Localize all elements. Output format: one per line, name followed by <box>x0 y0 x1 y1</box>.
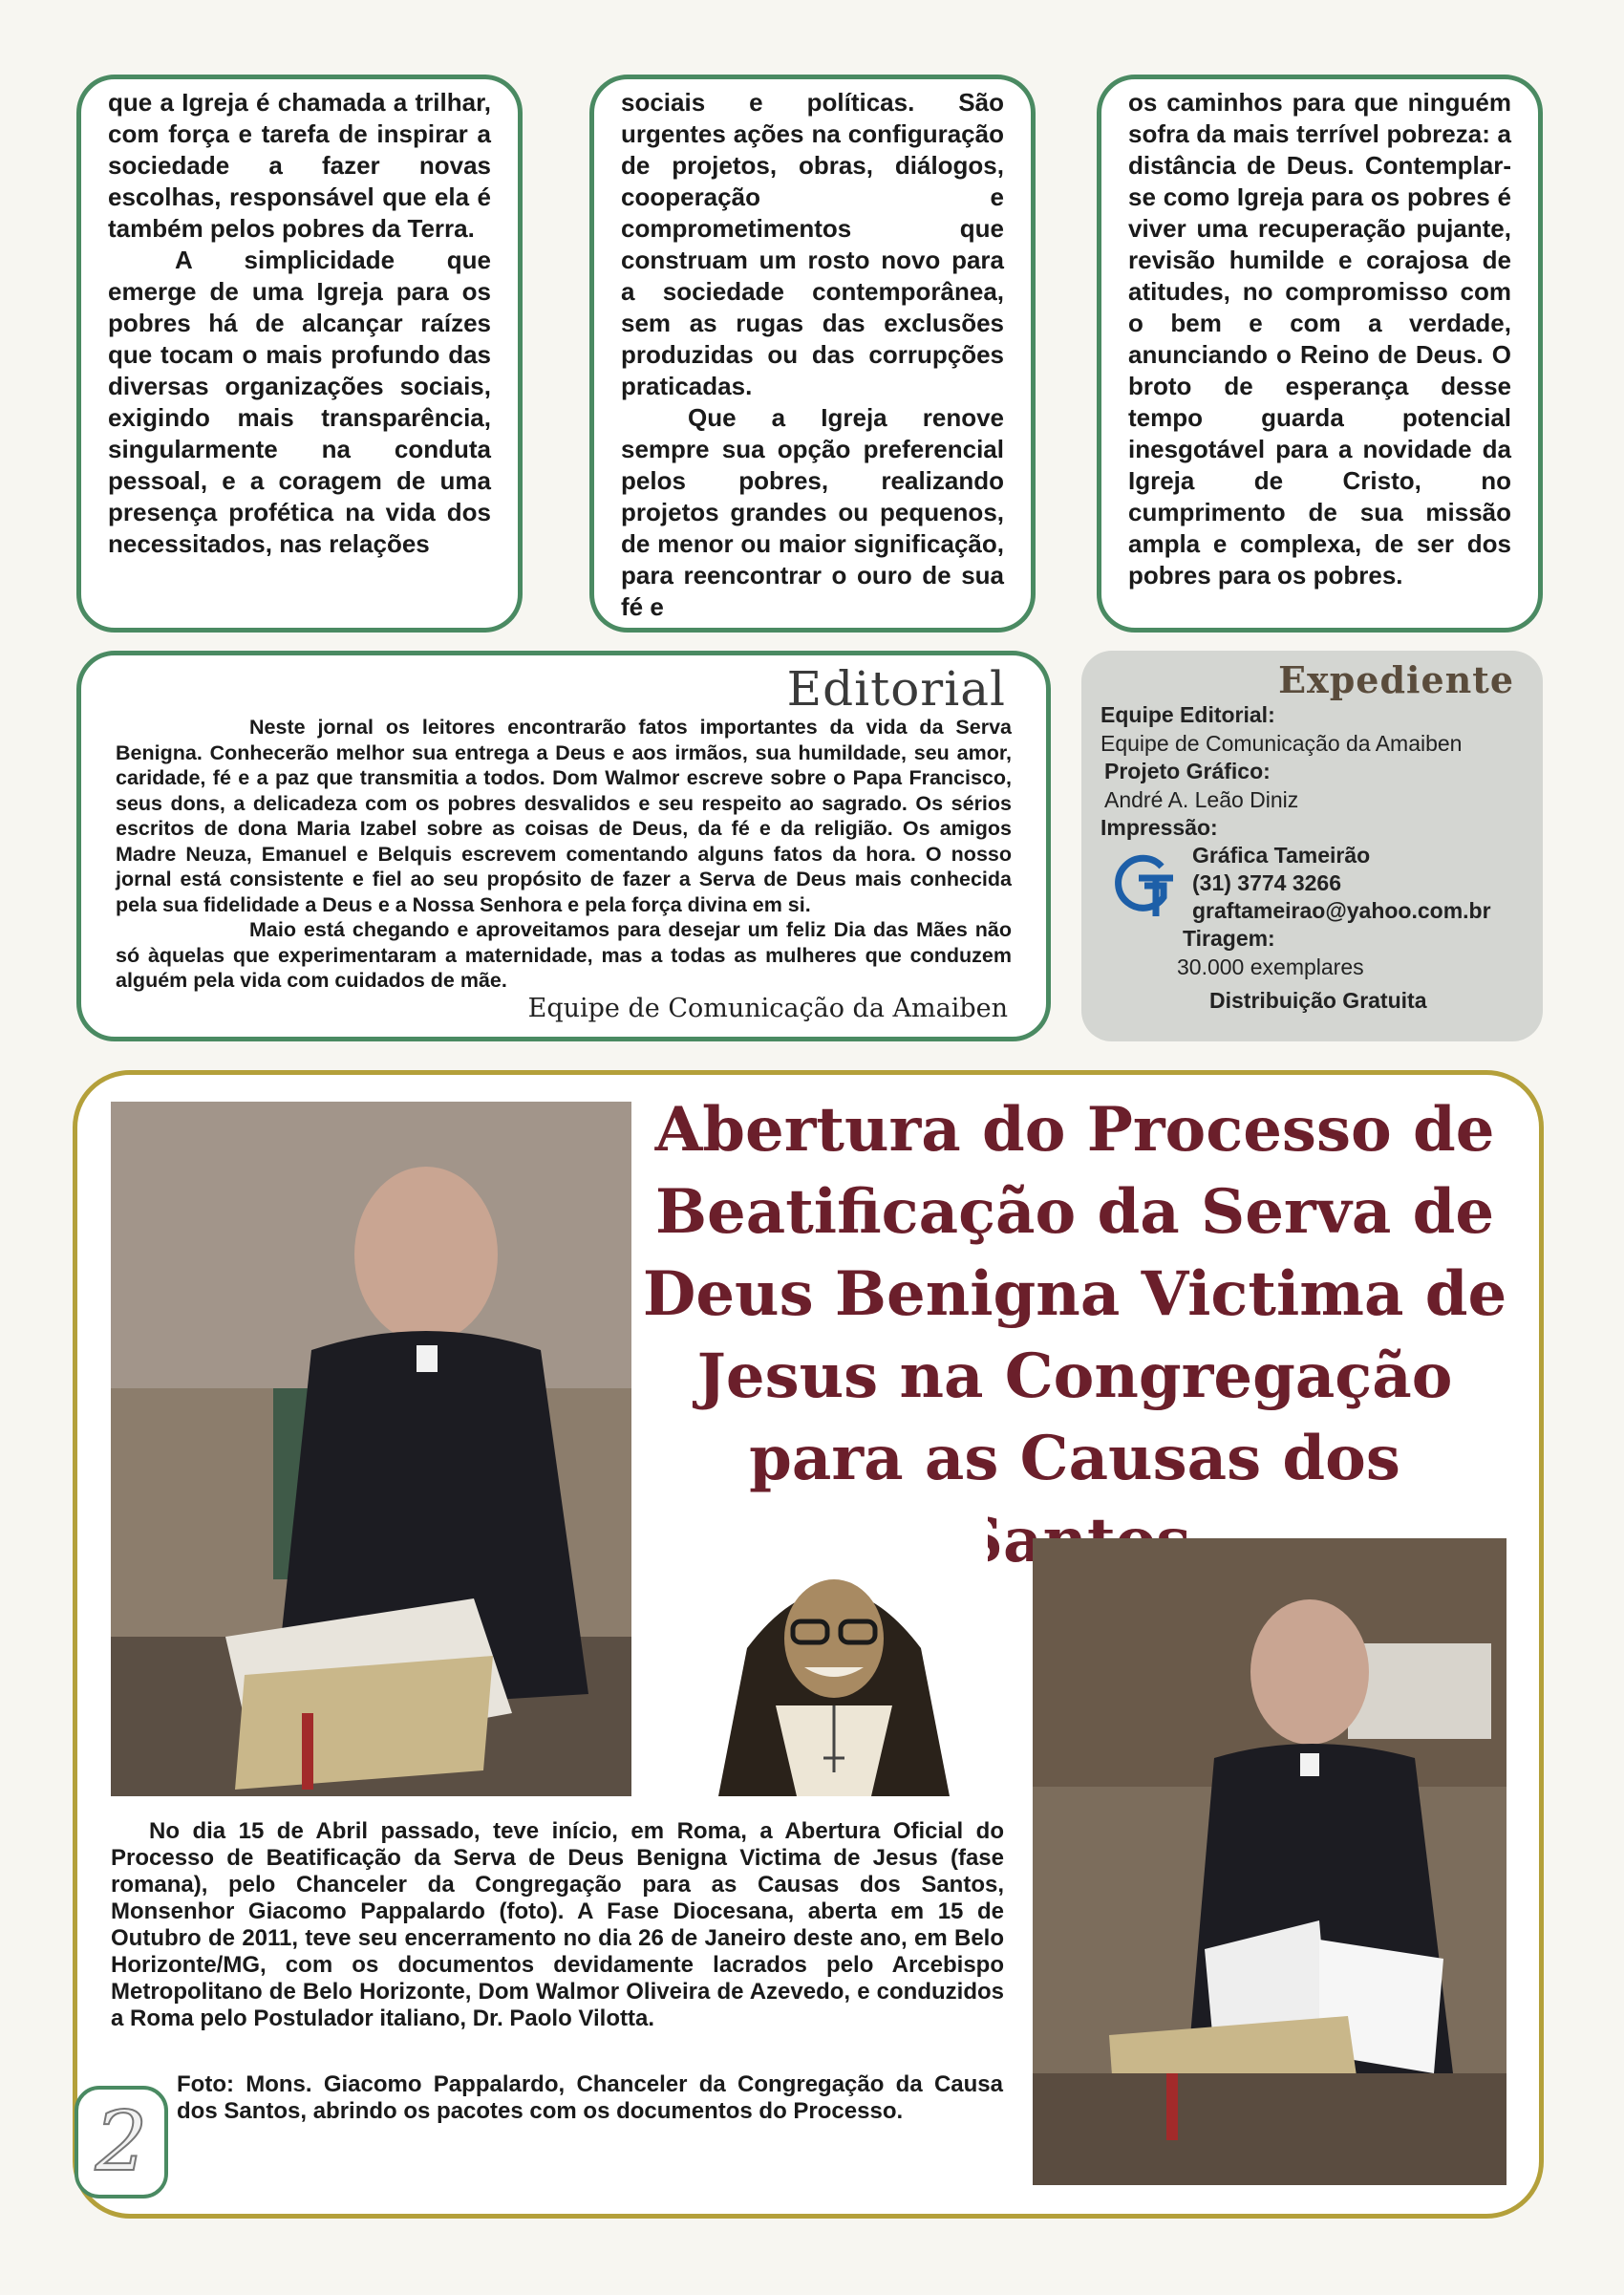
column-1-paragraph-2: A simplicidade que emerge de uma Igreja para os pobres há de alcançar raízes que tocam o mais profundo das diversas organizações sociais, exigindo mais transparência, singularmente na conduta pessoal, e a coragem de uma presença profética na vida dos necessitados, nas relações <box>108 246 491 558</box>
distribution-note: Distribuição Gratuita <box>1209 988 1427 1013</box>
expediente-title: Expediente <box>1278 658 1514 701</box>
column-2-paragraph-2: Que a Igreja renove sempre sua opção preferencial pelos pobres, realizando projetos grandes ou pequenos, de menor ou maior significação, para reencontrar o ouro de sua fé e <box>621 403 1004 621</box>
graphic-project-label: Projeto Gráfico: <box>1104 759 1271 783</box>
editorial-team-label: Equipe Editorial: <box>1100 702 1275 727</box>
column-1-paragraph-1: que a Igreja é chamada a trilhar, com força e tarefa de inspirar a sociedade a fazer novas escolhas, responsável que ela é também pelos pobres da Terra. <box>108 88 491 243</box>
editorial-box <box>76 651 1051 1041</box>
photo-chancellor-opening-package <box>111 1102 631 1796</box>
photo-caption <box>177 2071 1003 2125</box>
printer-logo-icon <box>1110 849 1175 918</box>
editorial-title: Editorial <box>786 661 1006 717</box>
headline: Abertura do Processo de Beatificação da Serva de Deus Benigna Victima de Jesus na Congregação para as Causas dos <box>642 1094 1507 1494</box>
printing-label: Impressão: <box>1100 815 1218 840</box>
page-number: 2 <box>75 2086 168 2198</box>
column-3-paragraph-1: os caminhos para que ninguém sofra da mais terrível pobreza: a distância de Deus. Contemplar-se como Igreja para os pobres é viver uma recuperação pujante, revisão humilde e corajosa de atitudes, no compromisso com o bem e com a verdade, anunciando o Reino de Deus. O broto de esperança desse tempo guarda potencial inesgotável para a novidade da Igreja de Cristo, no cumprimento de sua missão ampla e complexa, de ser dos pobres para os pobres. <box>1128 88 1511 590</box>
editorial-team-value: Equipe de Comunicação da Amaiben <box>1100 731 1463 756</box>
article-body <box>111 1818 1004 2032</box>
printer-name: Gráfica Tameirão <box>1192 843 1371 868</box>
graphic-project-value: André A. Leão Diniz <box>1104 787 1299 812</box>
photo-serva-benigna-portrait <box>680 1514 988 1796</box>
print-run-label: Tiragem: <box>1183 926 1275 951</box>
caption-text: Foto: Mons. Giacomo Pappalardo, Chanceler da Congregação da Causa dos Santos, abrindo os pacotes com os documentos do Processo. <box>177 2071 1003 2124</box>
expediente-box <box>1081 651 1543 1041</box>
column-1 <box>76 75 523 633</box>
column-2 <box>589 75 1036 633</box>
printer-email: graftameirao@yahoo.com.br <box>1192 898 1491 923</box>
printer-phone: (31) 3774 3266 <box>1192 870 1342 895</box>
article-paragraph: No dia 15 de Abril passado, teve início, em Roma, a Abertura Oficial do Processo de Beatificação da Serva de Deus Benigna Victima de Jesus (fase romana), pelo Chanceler da Congregação para as Causas dos Santos, Monsenhor Giacomo Pappalardo (foto). A Fase Diocesana, aberta em 15 de Outubro de 2011, teve seu encerramento no dia 26 de Janeiro deste ano, em Belo Horizonte/MG, com os documentos devidamente lacrados pelo Arcebispo Metropolitano de Belo Horizonte, Dom Walmor Oliveira de Azevedo, e conduzidos a Roma pelo Postulador italiano, Dr. Paolo Vilotta. <box>111 1818 1004 2031</box>
editorial-signature: Equipe de Comunicação da Amaiben <box>527 994 1008 1023</box>
photo-chancellor-reading-documents <box>1033 1538 1506 2185</box>
editorial-paragraph-1: Neste jornal os leitores encontrarão fatos importantes da vida da Serva Benigna. Conhecerão melhor sua entrega a Deus e aos irmãos, sua humildade, seu amor, caridade, fé e a paz que transmitia a todos. Dom Walmor escreve sobre o Papa Francisco, seus dons, a delicadeza com os pobres desvalidos e seu respeito ao sagrado. Os sérios escritos de dona Maria Izabel sobre as coisas de Deus, da fé e da religião. Os amigos Madre Neuza, Emanuel e Belquis escrevem comentando alguns fatos da hora. O nosso jornal está consistente e fiel ao seu propósito de fazer a Serva de Deus mais conhecida pela sua fidelidade a Deus e a Nossa Senhora e pela força divina em si. <box>116 716 1012 916</box>
printer-logo <box>1110 849 1175 918</box>
column-2-paragraph-1: sociais e políticas. São urgentes ações na configuração de projetos, obras, diálogos, cooperação e comprometimentos que construam um rosto novo para a sociedade contemporânea, sem as rugas das exclusões produzidas ou das corrupções praticadas. <box>621 88 1004 400</box>
column-3 <box>1097 75 1543 633</box>
editorial-paragraph-2: Maio está chegando e aproveitamos para desejar um feliz Dia das Mães não só àquelas que experimentaram a maternidade, mas a todas as mulheres que conduzem alguém pela vida com cuidados de mãe. <box>116 918 1012 992</box>
print-run-value: 30.000 exemplares <box>1177 954 1364 979</box>
